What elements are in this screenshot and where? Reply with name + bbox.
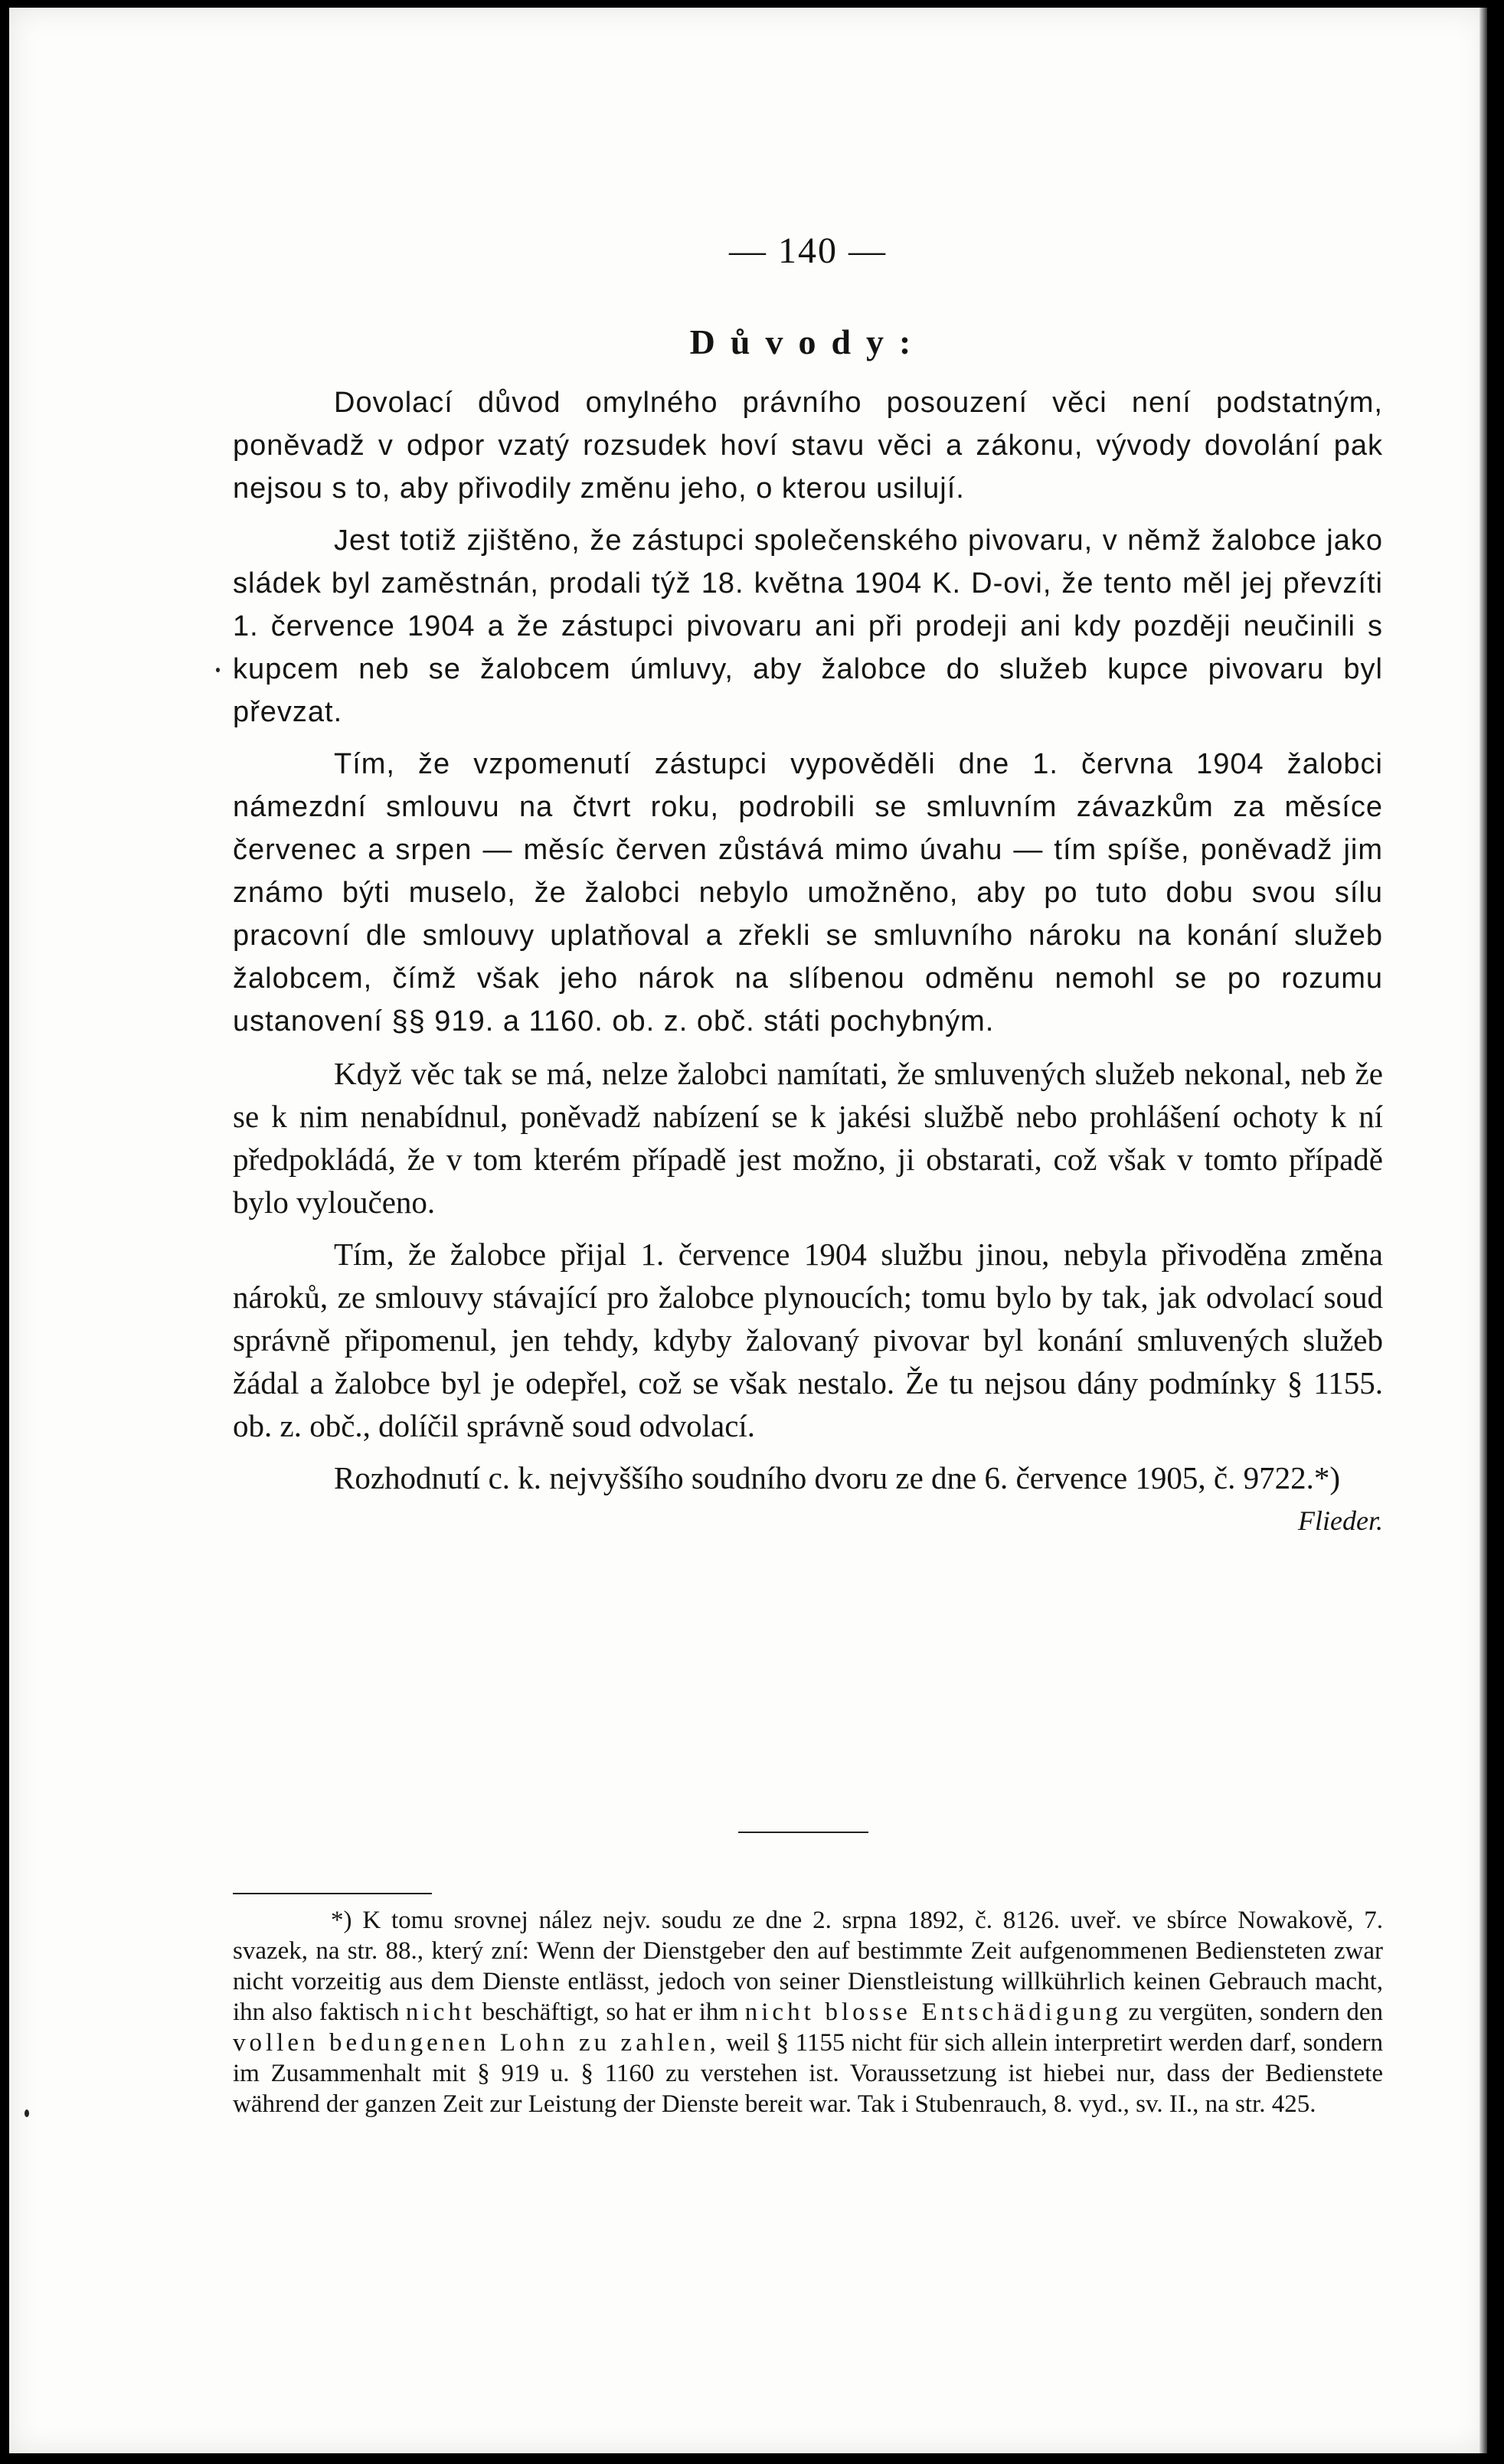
paragraph-3: Tím, že vzpomenutí zástupci vypověděli dne 1. června 1904 žalobci námezdní smlouvu na čtvrt roku, podrobili se smluvním závazkům za měsíce červenec a srpen — měsíc červen zůstává mimo úvahu — tím spíše, poněvadž jim známo býti muselo, že žalobci nebylo umožněno, aby po tuto dobu svou sílu pracovní dle smlouvy uplatňoval a zřekli se smluvního nároku na konání služeb žalobcem, čímž však jeho nárok na slíbenou odměnu nemohl se po rozumu ustanovení §§ 919. a 1160. ob. z. obč. státi pochybným. [233, 748, 1383, 1038]
footnote-rule [233, 1893, 432, 1894]
footnote-text-4: weil § 1155 nicht für sich allein interpretirt werden darf, sondern im Zusammenhalt mit § 919 u. § 1160 zu verstehen ist. Voraussetzung ist hiebei nur, dass der Bedienstete während der ganzen Zeit zur Leistung der Dienste bereit war. Tak i Stubenrauch, 8. vyd., sv. II., na str. 425. [233, 2029, 1383, 2118]
scan-speck [25, 2109, 29, 2117]
footnote-emphasis-2: nicht blosse Entschädigung [744, 1998, 1122, 2026]
paragraph-6 [233, 1456, 1383, 1536]
page-edge-shadow [1479, 8, 1487, 2453]
footnote-text-2: beschäftigt, so hat er ihm [482, 1998, 739, 2026]
body-text [233, 381, 1383, 1542]
footnote [233, 1905, 1383, 2119]
page-number: — 140 — [729, 230, 887, 271]
decision-reference: Rozhodnutí c. k. nejvyššího soudního dvoru ze dne 6. července 1905, č. 9722.*) [334, 1460, 1341, 1495]
signature: Flieder. [1298, 1505, 1383, 1536]
section-divider [738, 1832, 868, 1833]
paragraph-5: Tím, že žalobce přijal 1. července 1904 službu jinou, nebyla přivoděna změna nároků, ze smlouvy stávající pro žalobce plynoucích; tomu bylo by tak, jak odvolací soud správně připomenul, jen tehdy, kdyby žalovaný pivovar byl konání smluvených služeb žádal a žalobce byl je odepřel, což se však nestalo. Že tu nejsou dány podmínky § 1155. ob. z. obč., dolíčil správně soud odvolací. [233, 1237, 1383, 1443]
scanned-page [9, 8, 1487, 2453]
footnote-text-1: *) K tomu srovnej nález nejv. soudu ze dne 2. srpna 1892, č. 8126. uveř. ve sbírce Nowakově, 7. svazek, na str. 88., který zní: Wenn der Dienstgeber den auf bestimmte Zeit aufgenommenen Bediensteten zwar nicht vorzeitig aus dem Dienste entlässt, jedoch von seiner Dienstleistung willkührlich keinen Gebrauch macht, ihn also faktisch [233, 1907, 1383, 2026]
scan-speck [216, 668, 220, 672]
paragraph-4: Když věc tak se má, nelze žalobci namítati, že smluvených služeb nekonal, neb že se k nim nenabídnul, poněvadž nabízení se k jakési službě nebo prohlášení ochoty k ní předpokládá, že v tom kterém případě jest možno, ji obstarati, což však v tomto případě bylo vyloučeno. [233, 1056, 1383, 1220]
paragraph-2: Jest totiž zjištěno, že zástupci společenského pivovaru, v němž žalobce jako sládek byl zaměstnán, prodali týž 18. května 1904 K. D-ovi, že tento měl jej převzíti 1. července 1904 a že zástupci pivovaru ani při prodeji ani kdy později neučinili s kupcem neb se žalobcem úmluvy, aby žalobce do služeb kupce pivovaru byl převzat. [233, 524, 1383, 728]
footnote-emphasis-3: vollen bedungenen Lohn zu zahlen, [233, 2029, 720, 2057]
paragraph-1: Dovolací důvod omylného právního posouzení věci není podstatným, poněvadž v odpor vzatý rozsudek hoví stavu věci a zákonu, vývody dovolání pak nejsou s to, aby přivodily změnu jeho, o kterou usilují. [233, 387, 1383, 505]
footnote-emphasis-1: nicht [405, 1998, 476, 2026]
section-heading: Důvody: [689, 322, 927, 361]
footnote-text-3: zu vergüten, sondern den [1128, 1998, 1383, 2026]
